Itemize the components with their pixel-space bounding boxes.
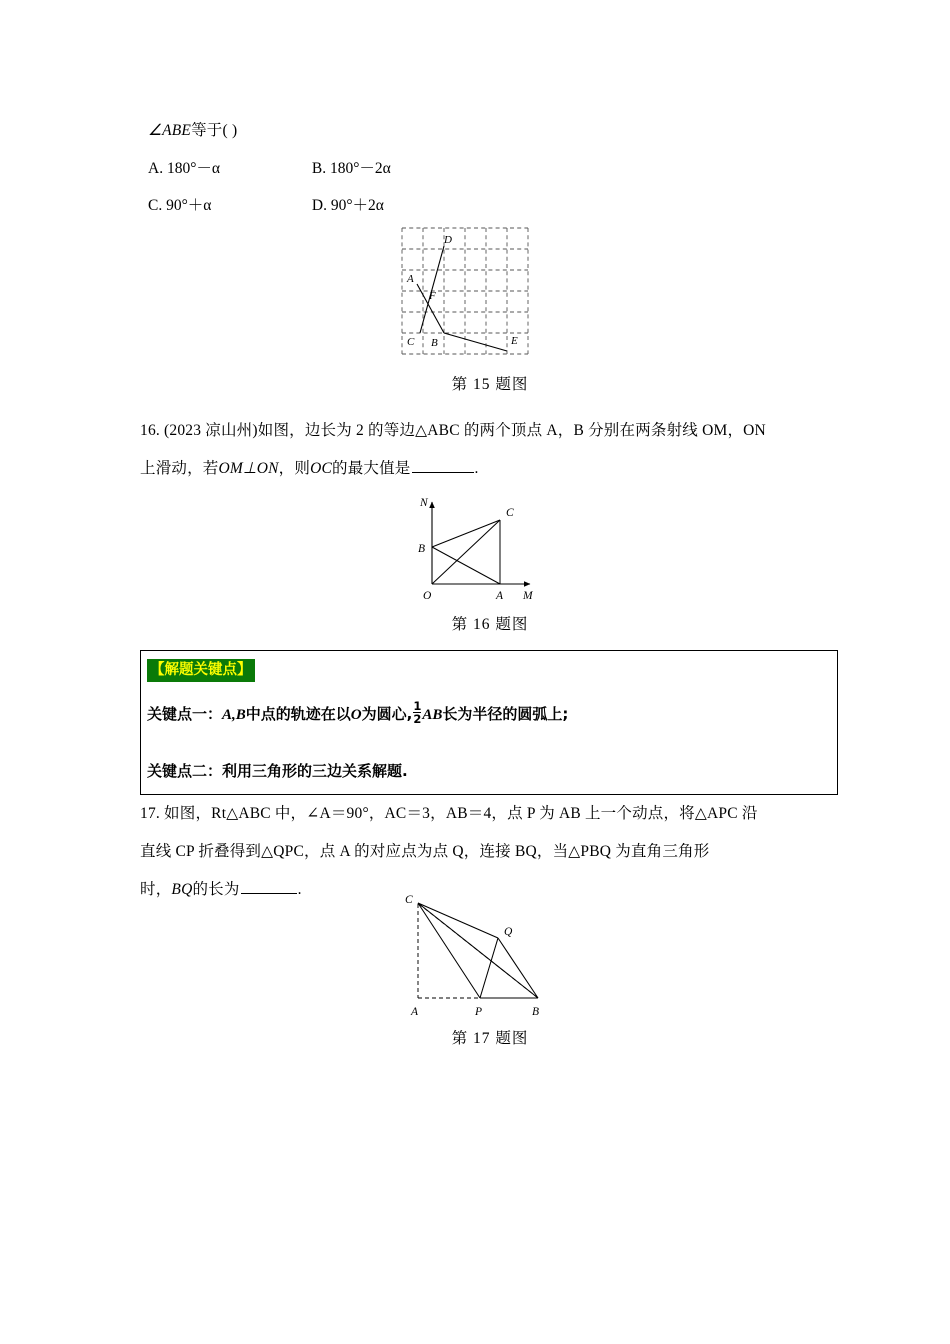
label-Q: Q xyxy=(504,926,513,938)
segment-CP xyxy=(418,903,480,998)
label-B: B xyxy=(532,1006,540,1018)
option-d-text: 90°＋2α xyxy=(330,197,384,214)
question-17-line-2: 直线 CP 折叠得到△QPC，点 A 的对应点为点 Q，连接 BQ，当△PBQ 为直角三角形 xyxy=(140,843,710,860)
question-16-block xyxy=(140,412,840,488)
label-O: O xyxy=(423,590,432,602)
key-point-2-label: 关键点二： xyxy=(147,762,223,781)
option-a-key: A. xyxy=(148,160,164,177)
figure-15-caption: 第 15 题图 xyxy=(451,376,529,393)
option-b[interactable] xyxy=(312,160,391,177)
key-points-box xyxy=(140,650,838,795)
key-point-1-e: AB xyxy=(422,707,443,724)
figure-15-svg xyxy=(390,222,590,362)
question-15-block xyxy=(148,112,848,224)
segment-CB xyxy=(418,903,538,998)
key-point-2 xyxy=(141,758,837,784)
option-c[interactable] xyxy=(148,187,308,224)
label-C: C xyxy=(506,507,514,519)
key-point-1 xyxy=(141,700,837,728)
label-C: C xyxy=(405,894,413,906)
option-c-text: 90°＋α xyxy=(166,197,212,214)
figure-15 xyxy=(140,222,840,362)
label-A: A xyxy=(496,590,504,602)
figure-16 xyxy=(140,492,840,607)
q17-l3-math: BQ xyxy=(171,881,193,898)
q16-l2-mid: ，则 xyxy=(278,460,311,477)
q16-l2-math2: OC xyxy=(310,460,332,477)
q16-l2-math1: OM⊥ON xyxy=(218,460,279,477)
option-row-2 xyxy=(148,187,848,224)
fraction-numerator: 1 xyxy=(413,699,422,713)
option-d-key: D. xyxy=(311,197,327,214)
figure-17-labels xyxy=(405,894,539,1018)
q16-l2-pre: 上滑动，若 xyxy=(140,460,219,477)
question-15-stem-rest: 等于( ) xyxy=(191,122,238,139)
question-15-stem-math: ∠ABE xyxy=(148,122,192,139)
q17-l3-end: . xyxy=(297,881,302,898)
question-16-line-1: 16. (2023 凉山州)如图，边长为 2 的等边△ABC 的两个顶点 A，B 分别在两条射线 OM，ON xyxy=(140,422,766,439)
figure-16-caption: 第 16 题图 xyxy=(451,616,529,633)
q17-l3-pre: 时， xyxy=(140,881,172,898)
label-F: F xyxy=(429,290,436,302)
figure-17-svg xyxy=(380,890,600,1025)
segment-QB xyxy=(498,938,538,998)
label-B: B xyxy=(418,543,426,555)
key-point-1-a: A,B xyxy=(222,707,246,724)
label-P: P xyxy=(475,1006,483,1018)
label-C: C xyxy=(407,336,415,348)
option-b-text: 180°－2α xyxy=(329,160,391,177)
key-point-1-d: 为圆心, xyxy=(361,705,413,724)
option-a[interactable] xyxy=(148,150,308,187)
key-point-1-f: 长为半径的圆弧上; xyxy=(442,705,569,724)
q16-l2-end: . xyxy=(474,460,479,477)
figure-17-caption: 第 17 题图 xyxy=(451,1030,529,1047)
key-point-1-b: 中点的轨迹在以 xyxy=(245,705,351,724)
option-b-key: B. xyxy=(311,160,327,177)
key-point-1-c: O xyxy=(350,707,362,724)
fraction-denominator: 2 xyxy=(413,712,422,727)
fraction-one-half xyxy=(413,700,421,725)
figure-16-axes xyxy=(432,502,530,584)
label-B: B xyxy=(431,337,438,349)
figure-16-svg xyxy=(390,492,590,607)
question-17-line-1: 17. 如图，Rt△ABC 中，∠A＝90°，AC＝3，AB＝4，点 P 为 AB 上一个动点，将△APC 沿 xyxy=(140,805,758,822)
key-point-2-text: 利用三角形的三边关系解题. xyxy=(222,762,408,781)
label-A: A xyxy=(407,273,414,285)
figure-17-solid xyxy=(418,903,538,998)
figure-16-labels xyxy=(418,497,534,602)
label-N: N xyxy=(420,497,428,509)
q17-l3-post: 的长为 xyxy=(192,881,240,898)
option-c-key: C. xyxy=(148,197,163,214)
option-a-text: 180°－α xyxy=(166,160,221,177)
option-d[interactable] xyxy=(312,197,384,214)
q16-l2-post: 的最大值是 xyxy=(332,460,411,477)
question-15-stem xyxy=(148,112,848,150)
option-row-1 xyxy=(148,150,848,187)
answer-blank-16[interactable] xyxy=(412,459,474,473)
label-M: M xyxy=(523,590,533,602)
label-A: A xyxy=(411,1006,419,1018)
segment-QP xyxy=(480,938,498,998)
key-point-1-label: 关键点一： xyxy=(147,705,223,724)
label-E: E xyxy=(511,335,518,347)
question-15-options xyxy=(148,150,848,224)
key-points-badge: 【解题关键点】 xyxy=(147,659,255,682)
figure-16-triangle xyxy=(432,520,500,584)
label-D: D xyxy=(444,234,452,246)
question-16-line-2 xyxy=(140,450,840,488)
figure-17 xyxy=(140,890,840,1025)
